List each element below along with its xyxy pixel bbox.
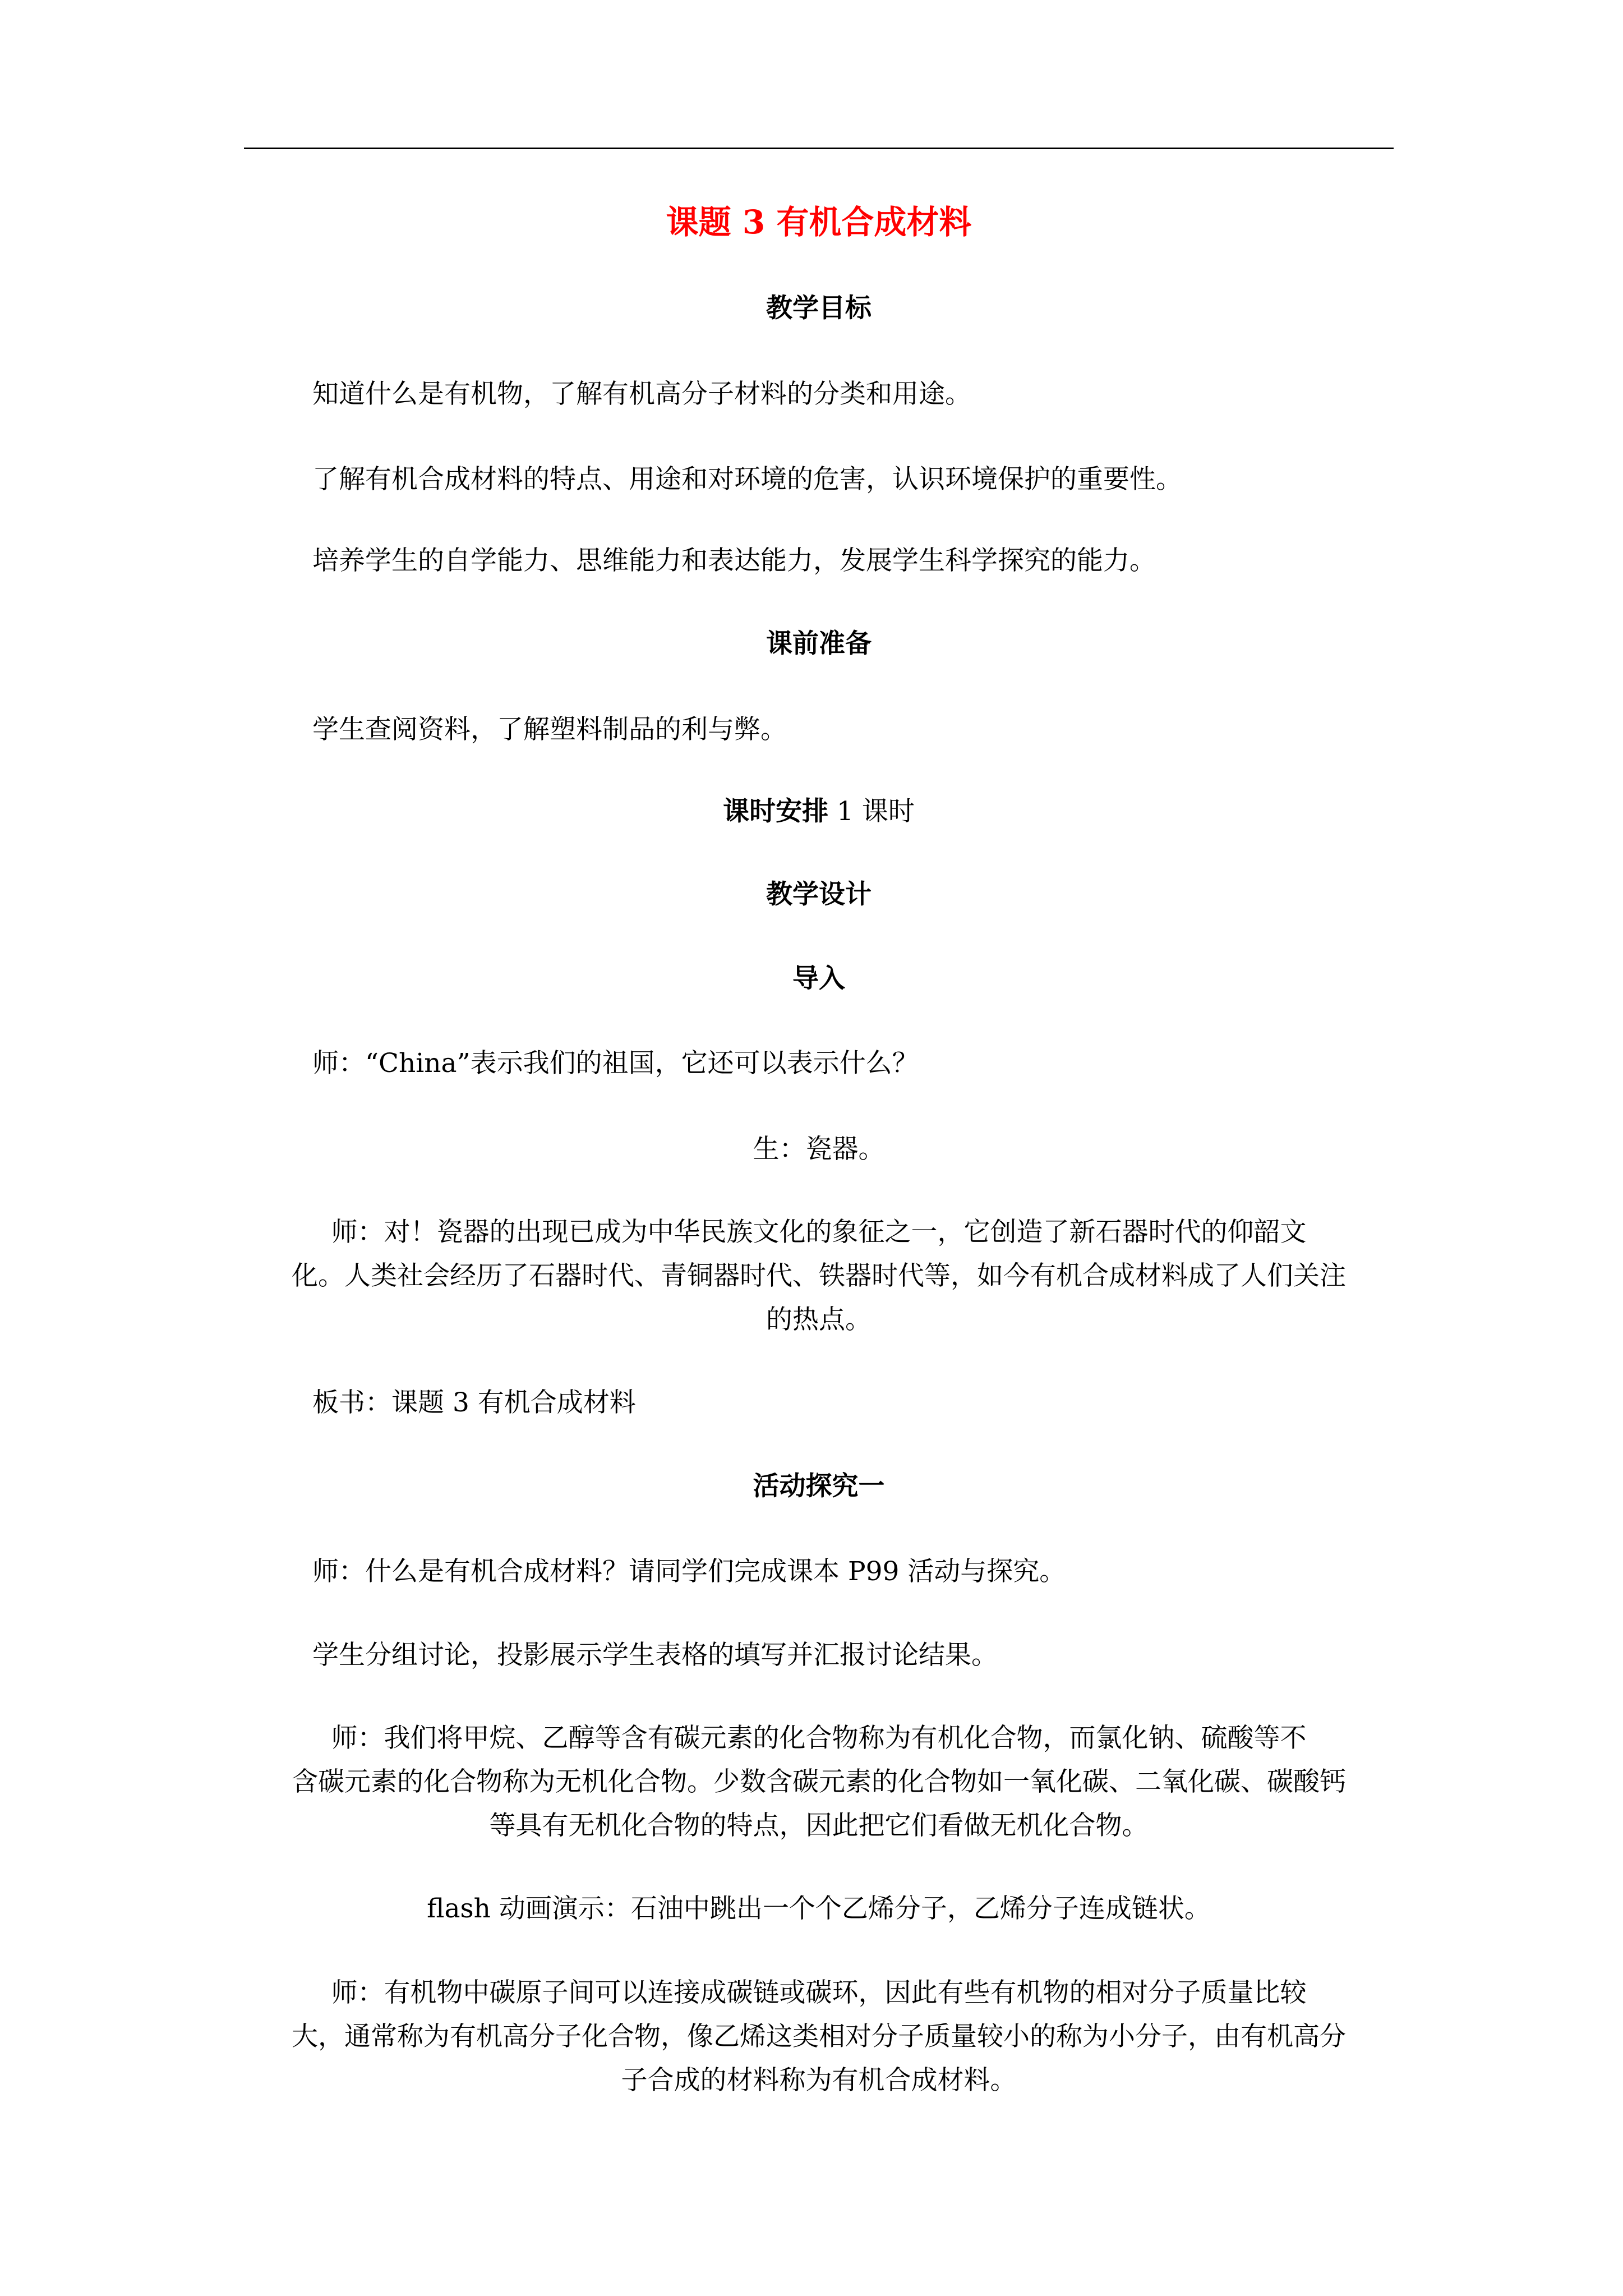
intro-student-answer: 生：瓷器。 <box>753 1134 885 1165</box>
schedule-label: 课时安排 <box>723 796 829 827</box>
teacher-p2-line-2: 含碳元素的化合物称为无机化合物。少数含碳元素的化合物如一氧化碳、二氧化碳、碳酸钙 <box>292 1766 1346 1797</box>
preparation-text: 学生查阅资料，了解塑料制品的利与弊。 <box>312 714 787 745</box>
heading-activity-1: 活动探究一 <box>753 1471 885 1502</box>
intro-teacher-line-3: 的热点。 <box>766 1304 872 1335</box>
heading-objectives: 教学目标 <box>766 293 872 324</box>
document-title: 课题 3 有机合成材料 <box>666 203 972 241</box>
heading-design: 教学设计 <box>766 879 872 910</box>
objective-2: 了解有机合成材料的特点、用途和对环境的危害，认识环境保护的重要性。 <box>312 464 1182 495</box>
heading-preparation: 课前准备 <box>766 628 872 659</box>
teacher-p3-line-1: 师：有机物中碳原子间可以连接成碳链或碳环，因此有些有机物的相对分子质量比较 <box>331 1977 1307 2008</box>
flash-demo-text: flash 动画演示：石油中跳出一个个乙烯分子，乙烯分子连成链状。 <box>427 1893 1211 1924</box>
teacher-p2-line-3: 等具有无机化合物的特点，因此把它们看做无机化合物。 <box>489 1810 1149 1841</box>
activity-question: 师：什么是有机合成材料？请同学们完成课本 P99 活动与探究。 <box>312 1556 1066 1587</box>
teacher-p3-line-3: 子合成的材料称为有机合成材料。 <box>621 2065 1017 2096</box>
intro-teacher-question: 师：“China”表示我们的祖国，它还可以表示什么？ <box>312 1048 919 1079</box>
objective-3: 培养学生的自学能力、思维能力和表达能力，发展学生科学探究的能力。 <box>312 545 1156 576</box>
heading-intro: 导入 <box>792 963 845 994</box>
intro-teacher-line-2: 化。人类社会经历了石器时代、青铜器时代、铁器时代等，如今有机合成材料成了人们关注 <box>292 1260 1346 1291</box>
intro-teacher-line-1: 师：对！瓷器的出现已成为中华民族文化的象征之一，它创造了新石器时代的仰韶文 <box>331 1217 1307 1248</box>
schedule-line <box>244 793 1394 830</box>
header-rule <box>244 148 1394 149</box>
schedule-value: 1 课时 <box>837 796 915 827</box>
activity-group-text: 学生分组讨论，投影展示学生表格的填写并汇报讨论结果。 <box>312 1640 998 1671</box>
objective-1: 知道什么是有机物，了解有机高分子材料的分类和用途。 <box>312 379 971 409</box>
teacher-p3-line-2: 大，通常称为有机高分子化合物，像乙烯这类相对分子质量较小的称为小分子，由有机高分 <box>292 2021 1346 2052</box>
board-note: 板书：课题 3 有机合成材料 <box>312 1387 636 1418</box>
teacher-p2-line-1: 师：我们将甲烷、乙醇等含有碳元素的化合物称为有机化合物，而氯化钠、硫酸等不 <box>331 1723 1307 1754</box>
